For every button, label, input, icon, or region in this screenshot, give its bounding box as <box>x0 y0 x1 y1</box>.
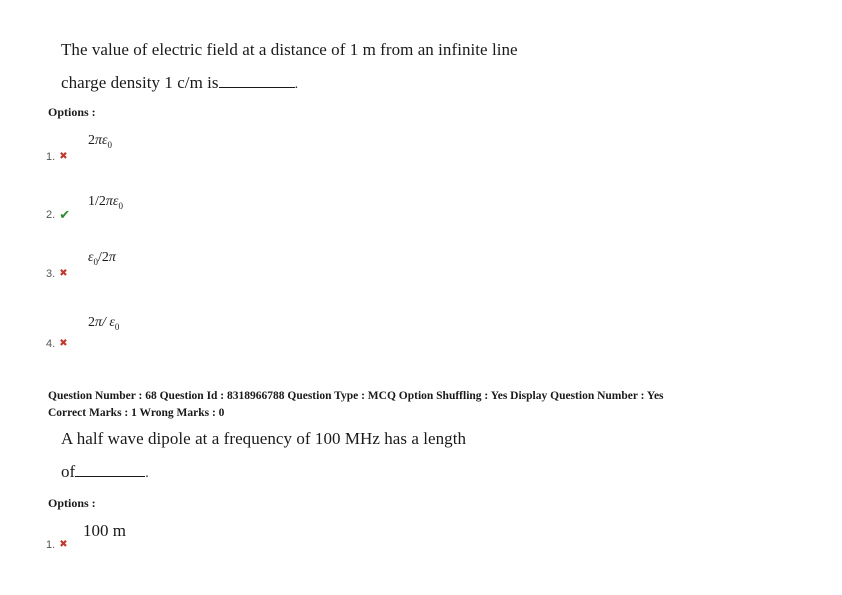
question-meta-line-2: Correct Marks : 1 Wrong Marks : 0 <box>48 407 225 419</box>
answer-blank <box>219 86 295 88</box>
blank-period: . <box>145 466 149 481</box>
option-1-number[interactable] <box>46 151 68 163</box>
question-2-text-line-2 <box>61 462 149 482</box>
option-1-value: $2\pi\varepsilon_0$ <box>88 133 113 150</box>
q2-option-1-value: 100 m <box>83 521 126 540</box>
blank-period: . <box>294 77 299 92</box>
options-label: Options : <box>48 105 96 119</box>
option-number-label: 1. <box>46 151 56 163</box>
option-3-number[interactable] <box>46 268 68 280</box>
cross-icon: ✖ <box>59 338 68 349</box>
option-4-value: 2π/ $\varepsilon_0$ <box>88 315 120 332</box>
option-4-number[interactable] <box>46 338 68 350</box>
option-2-number[interactable] <box>46 208 70 221</box>
options-label: Options : <box>48 496 96 510</box>
answer-blank <box>75 475 145 477</box>
option-3-value: $\varepsilon_0/2\pi$ <box>88 250 116 267</box>
option-number-label: 3. <box>46 268 56 280</box>
option-number-label: 2. <box>46 208 56 221</box>
question-meta-line-1: Question Number : 68 Question Id : 8318966788 Question Type : MCQ Option Shuffling : Yes Display Question Number : Yes <box>48 390 664 402</box>
option-number-label: 1. <box>46 539 56 551</box>
q2-option-1-number[interactable] <box>46 539 68 551</box>
question-1-text-line-2 <box>61 73 298 93</box>
question-2-text-line-1: A half wave dipole at a frequency of 100 MHz has a length <box>61 429 467 448</box>
option-2-value: $1/2\pi\varepsilon_0$ <box>88 194 123 211</box>
question-2-text-line-2-content: of <box>61 462 76 481</box>
question-1-text-line-1: The value of electric field at a distance of 1 m from an infinite line <box>61 40 518 59</box>
cross-icon: ✖ <box>59 268 68 279</box>
check-icon: ✔ <box>59 207 71 222</box>
cross-icon: ✖ <box>59 539 68 550</box>
option-number-label: 4. <box>46 338 56 350</box>
cross-icon: ✖ <box>59 151 68 162</box>
question-1-text-line-2-content: charge density 1 c/m is <box>61 73 219 92</box>
